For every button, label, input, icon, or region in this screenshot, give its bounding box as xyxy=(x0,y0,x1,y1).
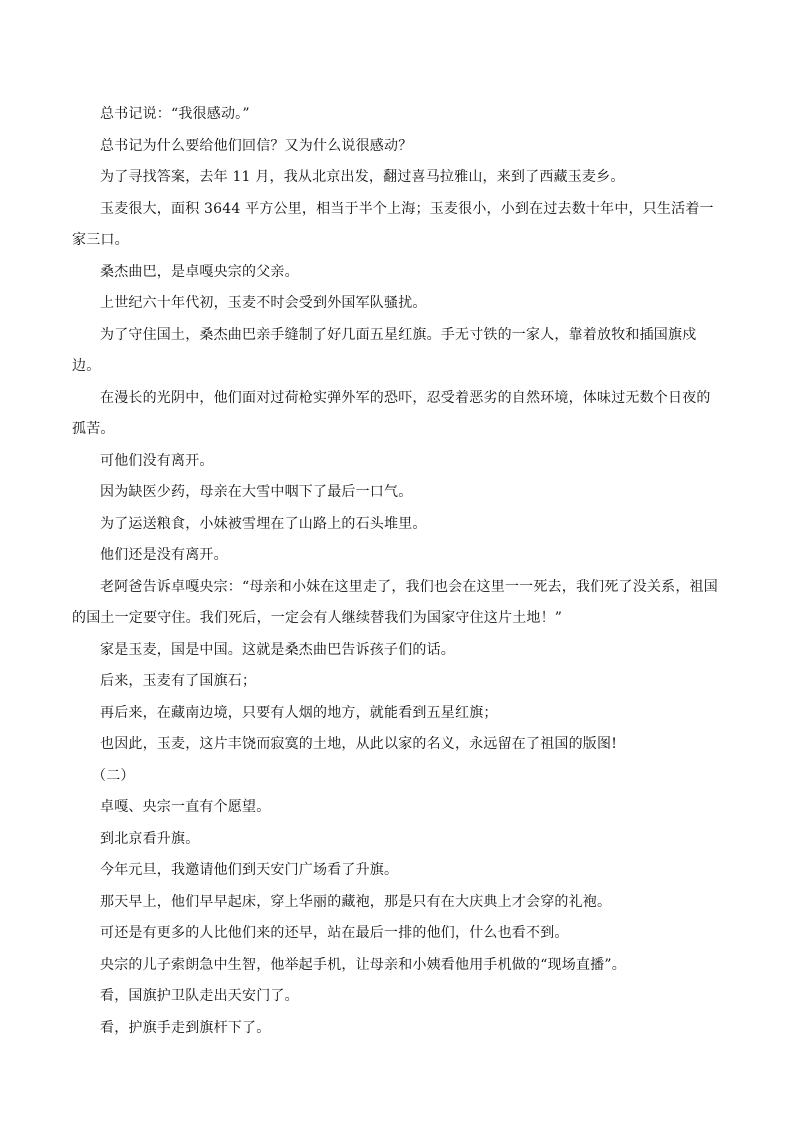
paragraph: 到北京看升旗。 xyxy=(100,830,200,847)
paragraph: 后来，玉麦有了国旗石； xyxy=(100,673,257,689)
paragraph: 总书记为什么要给他们回信？又为什么说很感动？ xyxy=(100,137,413,154)
paragraph: 也因此，玉麦，这片丰饶而寂寞的土地，从此以家的名义，永远留在了祖国的版图! xyxy=(100,736,618,752)
paragraph: 央宗的儿子索朗急中生智，他举起手机，让母亲和小姨看他用手机做的“现场直播”。 xyxy=(100,956,626,973)
paragraph: 他们还是没有离开。 xyxy=(100,547,228,563)
paragraph: 那天早上，他们早早起床，穿上华丽的藏袍，那是只有在大庆典上才会穿的礼袍。 xyxy=(100,893,612,910)
paragraph: 看，护旗手走到旗杆下了。 xyxy=(100,1019,271,1036)
section-heading: （二） xyxy=(92,767,135,784)
paragraph: 老阿爸告诉卓嘎央宗：“母亲和小妹在这里走了，我们也会在这里一一死去，我们死了没关系，祖国的国土一定要守住。我们死后，一定会有人继续替我们为国家守住这片土地！” xyxy=(72,578,718,626)
paragraph: 桑杰曲巴，是卓嘎央宗的父亲。 xyxy=(100,263,299,280)
paragraph: 可还是有更多的人比他们来的还早，站在最后一排的他们，什么也看不到。 xyxy=(100,925,569,941)
paragraph: 卓嘎、央宗一直有个愿望。 xyxy=(100,799,271,815)
paragraph: 为了运送粮食，小妹被雪埋在了山路上的石头堆里。 xyxy=(100,515,427,532)
paragraph: 在漫长的光阴中，他们面对过荷枪实弹外军的恐吓，忍受着恶劣的自然环境，体味过无数个日夜的孤苦。 xyxy=(72,389,711,437)
paragraph: 总书记说：“我很感动。” xyxy=(100,106,250,122)
paragraph: 今年元旦，我邀请他们到天安门广场看了升旗。 xyxy=(100,862,399,878)
paragraph: 玉麦很大，面积 3644 平方公里，相当于半个上海；玉麦很小，小到在过去数十年中，只生活着一家三口。 xyxy=(72,200,714,248)
paragraph: 为了守住国土，桑杰曲巴亲手缝制了好几面五星红旗。手无寸铁的一家人，靠着放牧和插国旗戍边。 xyxy=(72,326,697,374)
paragraph: 家是玉麦，国是中国。这就是桑杰曲巴告诉孩子们的话。 xyxy=(100,641,455,658)
paragraph: 上世纪六十年代初，玉麦不时会受到外国军队骚扰。 xyxy=(100,295,427,311)
article-body xyxy=(72,99,724,1044)
paragraph: 因为缺医少药，母亲在大雪中咽下了最后一口气。 xyxy=(100,484,413,500)
paragraph: 为了寻找答案，去年 11 月，我从北京出发，翻过喜马拉雅山，来到了西藏玉麦乡。 xyxy=(100,169,625,185)
paragraph: 看，国旗护卫队走出天安门了。 xyxy=(100,988,299,1004)
paragraph: 可他们没有离开。 xyxy=(100,452,214,469)
paragraph: 再后来，在藏南边境，只要有人烟的地方，就能看到五星红旗； xyxy=(100,704,498,721)
